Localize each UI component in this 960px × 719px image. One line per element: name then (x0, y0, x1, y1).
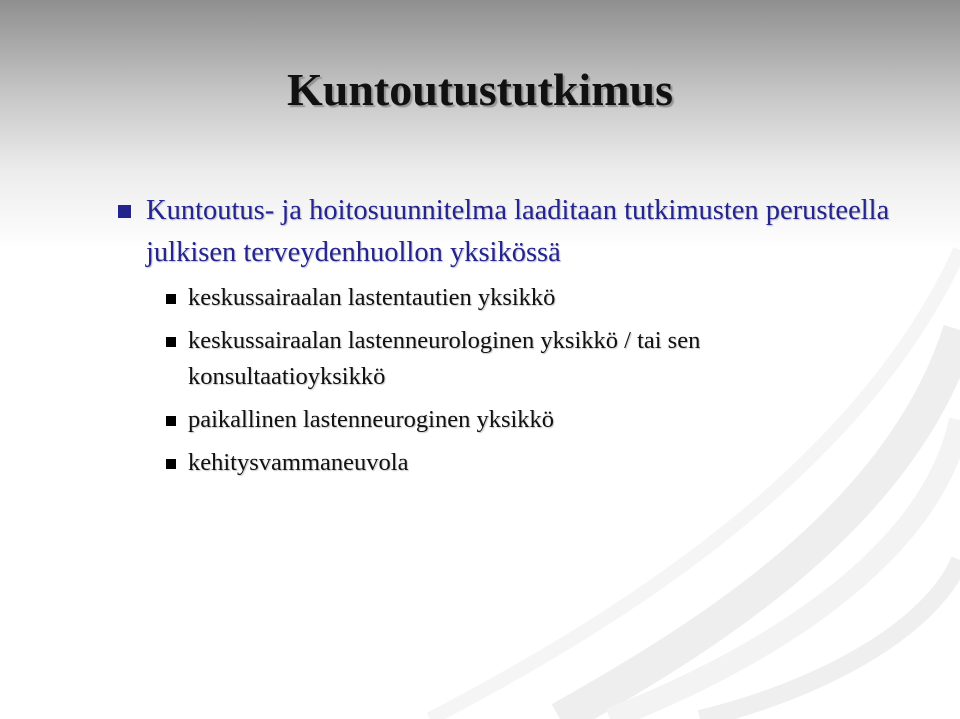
sub-bullet-text: kehitysvammaneuvola (188, 449, 409, 476)
square-bullet-icon (166, 294, 176, 304)
square-bullet-icon (166, 337, 176, 347)
sub-bullet-item (162, 323, 898, 395)
sub-bullet-item (162, 280, 898, 316)
slide-title: Kuntoutustutkimus (286, 64, 674, 115)
bullet-list (118, 190, 898, 488)
sub-bullet-item (162, 402, 898, 438)
square-bullet-icon (166, 416, 176, 426)
main-bullet-text: Kuntoutus- ja hoitosuunnitelma laaditaan tutkimusten perusteella julkisen terveydenhuollon yksikössä (146, 195, 890, 268)
main-bullet-item (118, 190, 898, 274)
sub-bullet-text: keskussairaalan lastenneurologinen yksikkö / tai sen konsultaatioyksikkö (188, 327, 701, 390)
sub-bullet-text: keskussairaalan lastentautien yksikkö (188, 284, 556, 311)
square-bullet-icon (118, 205, 131, 218)
square-bullet-icon (166, 459, 176, 469)
sub-bullet-text: paikallinen lastenneuroginen yksikkö (188, 406, 555, 433)
sub-bullet-item (162, 445, 898, 481)
